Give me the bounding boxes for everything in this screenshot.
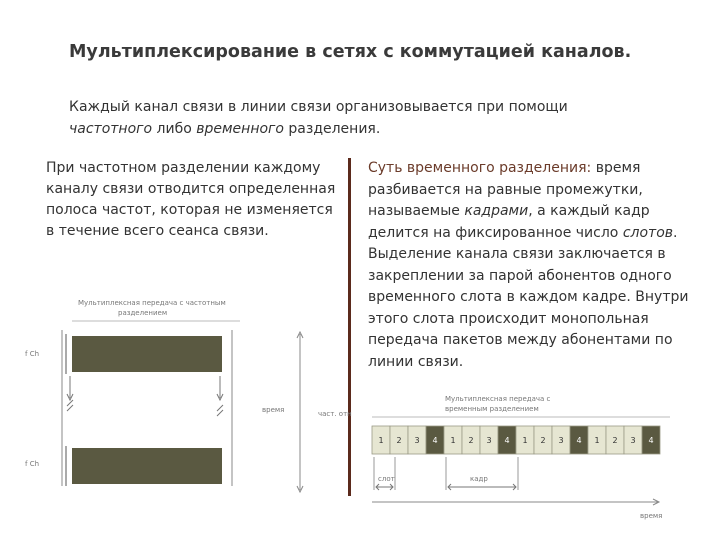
intro-time-word: временного <box>196 121 284 137</box>
tdm-p3: . Выделение канала связи заключается в закреплении за парой абонентов одного временного слота в каждом кадре. Внутри этого слота происходит монопольная передача пакетов между абонентами по линии связи. <box>368 224 689 370</box>
tdm-slot-label: 2 <box>468 436 474 445</box>
tdm-slot-label: 2 <box>540 436 546 445</box>
tdm-slot-label: 2 <box>612 436 618 445</box>
tdm-slot-label: 3 <box>414 436 420 445</box>
fdm-freq-axis <box>297 332 303 492</box>
fdm-diagram <box>0 290 352 510</box>
tdm-slot-label: 1 <box>522 436 528 445</box>
fdm-caption-2: разделением <box>118 309 168 317</box>
fdm-band-bottom <box>72 448 222 484</box>
tdm-slot-label: 3 <box>486 436 492 445</box>
tdm-caption-1: Мультиплексная передача с <box>445 395 551 403</box>
tdm-label-time: время <box>640 512 663 520</box>
tdm-slot-label: 4 <box>432 436 438 445</box>
intro-part3: разделения. <box>283 121 381 137</box>
tdm-label-frame: кадр <box>470 475 488 483</box>
tdm-p2: , а каждый кадр делится на фиксированное число <box>368 203 650 241</box>
fdm-arrow-left <box>67 376 73 400</box>
fdm-label-f1: f Ch <box>25 350 40 358</box>
tdm-time-axis <box>372 499 659 505</box>
intro-text <box>69 96 669 140</box>
tdm-description <box>368 158 703 373</box>
tdm-slot-label: 3 <box>558 436 564 445</box>
tdm-caption-2: временным разделением <box>445 405 539 413</box>
fdm-label-f2: f Ch <box>25 460 40 468</box>
tdm-frames-word: кадрами <box>464 203 529 219</box>
tdm-frame-arrow <box>448 484 516 490</box>
tdm-p1: время разбивается на равные промежутки, называемые <box>368 160 643 219</box>
tdm-slot-label: 2 <box>396 436 402 445</box>
intro-freq-word: частотного <box>69 121 153 137</box>
fdm-arrow-right <box>217 376 223 400</box>
tdm-slot-label: 1 <box>378 436 384 445</box>
fdm-break-mark-left <box>67 400 73 411</box>
tdm-slot-label: 1 <box>450 436 456 445</box>
tdm-slot-label: 1 <box>594 436 600 445</box>
fdm-caption-1: Мультиплексная передача с частотным <box>78 299 226 307</box>
fdm-break-mark-right <box>217 405 223 416</box>
tdm-slots-word: слотов <box>622 224 674 241</box>
tdm-slot-label: 3 <box>630 436 636 445</box>
tdm-slot-arrow <box>376 484 393 490</box>
slide-title: Мультиплексирование в сетях с коммутацией каналов. <box>69 42 632 62</box>
fdm-label-freq: част. отн <box>318 410 352 418</box>
fdm-description: При частотном разделении каждому каналу связи отводится определенная полоса частот, которая не изменяется в течение всего сеанса связи. <box>46 160 336 239</box>
tdm-heading: Суть временного разделения: <box>368 160 592 176</box>
fdm-band-top <box>72 336 222 372</box>
tdm-label-slot: слот <box>378 475 395 483</box>
tdm-diagram <box>350 390 720 530</box>
fdm-label-time: время <box>262 406 285 414</box>
tdm-slot-label: 4 <box>648 436 654 445</box>
intro-part1: Каждый канал связи в линии связи организовывается при помощи <box>69 99 568 115</box>
tdm-slot-label: 4 <box>504 436 510 445</box>
tdm-slot-label: 4 <box>576 436 582 445</box>
intro-part2: либо <box>152 121 197 137</box>
